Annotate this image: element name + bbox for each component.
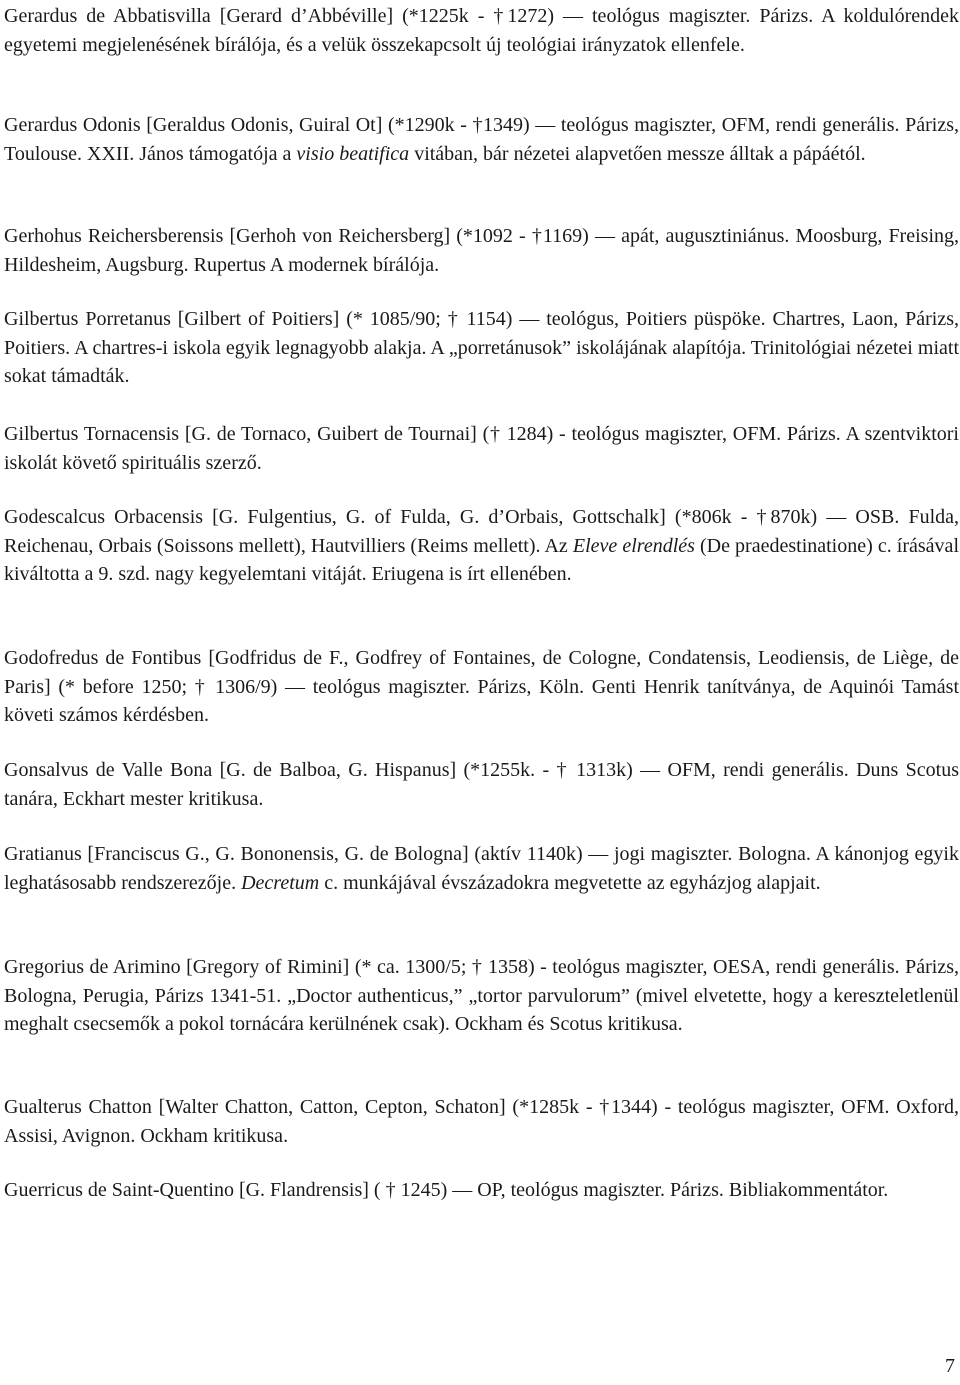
entry-text: (De praedestinatione) c. írásával kiváltotta a 9. szd. nagy kegyelemtani vitáját. Eriugena is írt ellenében. [4, 534, 959, 586]
entry-gilbertus-porretanus [4, 305, 959, 391]
entry-godofredus [4, 644, 959, 730]
entry-text: Gilbertus Porretanus [Gilbert of Poitiers] (* 1085/90; † 1154) — teológus, Poitiers püspöke. Chartres, Laon, Párizs, Poitiers. A chartres-i iskola egyik legnagyobb alakja. A „porretánusok” iskolájának alapítója. Trinitológiai nézetei miatt sokat támadták. [4, 308, 959, 388]
entry-godescalcus [4, 503, 959, 589]
entry-text: Gonsalvus de Valle Bona [G. de Balboa, G. Hispanus] (*1255k. - † 1313k) — OFM, rendi generális. Duns Scotus tanára, Eckhart mester kritikusa. [4, 759, 959, 810]
entry-italic-term: Eleve elrendlés [572, 534, 695, 557]
document-page [4, 0, 959, 1385]
entry-gualterus-chatton [4, 1093, 959, 1150]
entry-text: vitában, bár nézetei alapvetően messze álltak a pápáétól. [409, 142, 866, 165]
entry-text: Guerricus de Saint-Quentino [G. Flandrensis] ( † 1245) — OP, teológus magiszter. Párizs. Bibliakommentátor. [4, 1179, 889, 1201]
entry-text: Gilbertus Tornacensis [G. de Tornaco, Guibert de Tournai] († 1284) - teológus magiszter, OFM. Párizs. A szentviktori iskolát követő spirituális szerző. [4, 423, 959, 474]
entry-gonsalvus [4, 756, 959, 813]
entry-gregorius-de-arimino [4, 953, 959, 1039]
entry-gilbertus-tornacensis [4, 420, 959, 477]
entry-text: Gerardus Odonis [Geraldus Odonis, Guiral Ot] (*1290k - †1349) — teológus magiszter, OFM, rendi generális. Párizs, Toulouse. XXII. János támogatója a [4, 114, 959, 165]
entry-text: Godescalcus Orbacensis [G. Fulgentius, G. of Fulda, G. d’Orbais, Gottschalk] (*806k - †870k) — OSB. Fulda, Reichenau, Orbais (Soissons mellett), Hautvilliers (Reims mellett). Az [4, 506, 959, 557]
entry-gerardus-de-abbatisvilla [4, 2, 959, 59]
page-number: 7 [945, 1355, 955, 1377]
entry-italic-term: Decretum [241, 871, 320, 894]
entry-text: Gerhohus Reichersberensis [Gerhoh von Reichersberg] (*1092 - †1169) — apát, augusztiniánus. Moosburg, Freising, Hildesheim, Augsburg. Rupertus A modernek bírálója. [4, 225, 959, 276]
entry-text: Gualterus Chatton [Walter Chatton, Catton, Cepton, Schaton] (*1285k - †1344) - teológus magiszter, OFM. Oxford, Assisi, Avignon. Ockham kritikusa. [4, 1096, 959, 1147]
entry-text: c. munkájával évszázadokra megvetette az egyházjog alapjait. [319, 871, 821, 894]
entry-text: Gerardus de Abbatisvilla [Gerard d’Abbéville] (*1225k - †1272) — teológus magiszter. Párizs. A koldulórendek egyetemi megjelenésének bírálója, és a velük összekapcsolt új teológiai irányzatok ellenfele. [4, 5, 959, 56]
entry-gratianus [4, 840, 959, 897]
entry-gerardus-odonis [4, 111, 959, 168]
entry-gerhohus [4, 222, 959, 279]
entry-text: Gratianus [Franciscus G., G. Bononensis, G. de Bologna] (aktív 1140k) — jogi magiszter. Bologna. A kánonjog egyik leghatásosabb rendszerezője. [4, 843, 959, 894]
entry-italic-term: visio beatifica [296, 142, 410, 165]
entry-text: Gregorius de Arimino [Gregory of Rimini] (* ca. 1300/5; † 1358) - teológus magiszter, OESA, rendi generális. Párizs, Bologna, Perugia, Párizs 1341-51. „Doctor authenticus,” „tortor parvulorum” (mivel elvetette, hogy a kereszteletlenül meghalt csecsemők a pokol tornácára kerülnének csak). Ockham és Scotus kritikusa. [4, 956, 959, 1036]
entry-text: Godofredus de Fontibus [Godfridus de F., Godfrey of Fontaines, de Cologne, Condatensis, Leodiensis, de Liège, de Paris] (* before 1250; † 1306/9) — teológus magiszter. Párizs, Köln. Genti Henrik tanítványa, de Aquinói Tamást követi számos kérdésben. [4, 647, 959, 727]
entry-guerricus [4, 1176, 959, 1205]
